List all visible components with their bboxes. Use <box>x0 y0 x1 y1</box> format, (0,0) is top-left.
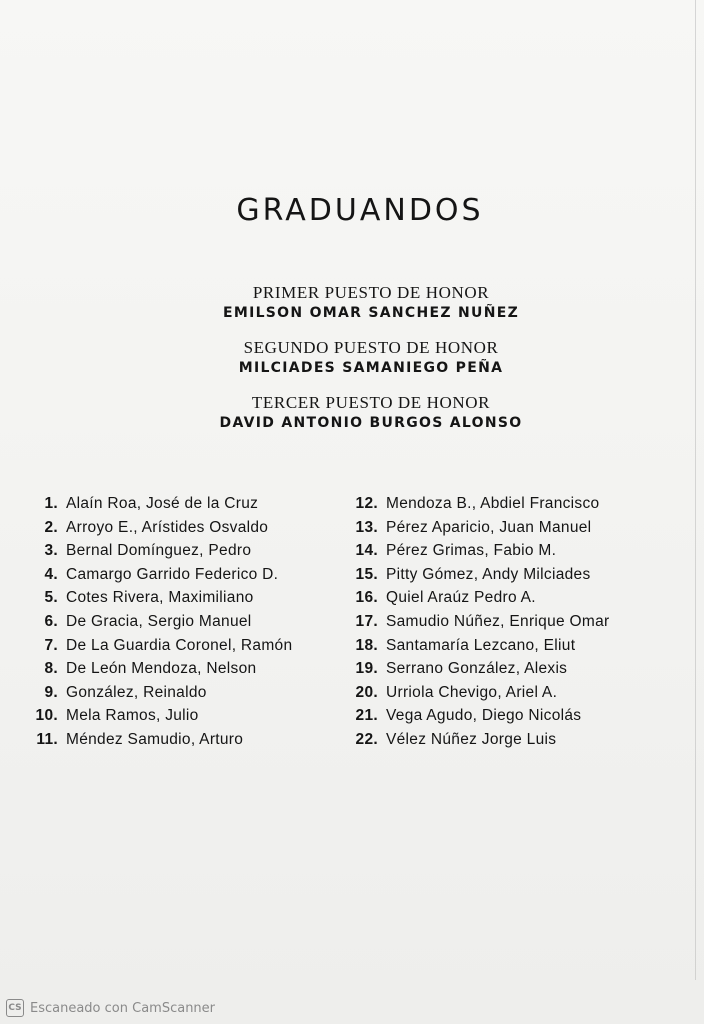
item-number: 20. <box>355 683 378 701</box>
list-item <box>28 516 358 540</box>
list-item <box>346 492 696 516</box>
graduate-name: Bernal Domínguez, Pedro <box>66 542 252 560</box>
item-number: 1. <box>44 495 58 512</box>
honors-section <box>0 282 704 447</box>
graduate-name: Alaín Roa, José de la Cruz <box>66 495 259 512</box>
item-number: 22. <box>355 730 378 748</box>
watermark-text: Escaneado con CamScanner <box>30 1000 216 1016</box>
item-number: 13. <box>355 518 378 536</box>
item-number: 19. <box>355 660 378 678</box>
honor-title: SEGUNDO PUESTO DE HONOR <box>243 338 499 357</box>
list-item <box>28 610 358 634</box>
list-item <box>28 634 358 658</box>
item-number: 3. <box>44 542 58 560</box>
list-item <box>28 539 358 563</box>
list-item <box>346 704 696 728</box>
scanner-watermark <box>6 999 215 1017</box>
list-item <box>28 586 358 610</box>
honor-name: EMILSON OMAR SANCHEZ NUÑEZ <box>222 305 520 321</box>
item-number: 16. <box>355 589 378 607</box>
graduate-name: Mela Ramos, Julio <box>66 707 199 725</box>
item-number: 14. <box>355 542 378 560</box>
item-number: 12. <box>355 495 378 512</box>
graduate-name: Serrano González, Alexis <box>386 660 568 678</box>
graduate-name: De Gracia, Sergio Manuel <box>66 612 252 630</box>
list-item <box>28 681 358 705</box>
graduate-name: Méndez Samudio, Arturo <box>66 730 244 748</box>
honor-third <box>38 392 704 433</box>
graduates-list-left <box>28 492 358 752</box>
list-item <box>346 634 696 658</box>
list-item <box>346 563 696 587</box>
graduate-name: De La Guardia Coronel, Ramón <box>66 636 293 654</box>
list-item <box>346 539 696 563</box>
camscanner-logo-icon: CS <box>6 999 24 1017</box>
item-number: 10. <box>35 707 58 725</box>
item-number: 21. <box>355 707 378 725</box>
item-number: 8. <box>44 660 58 678</box>
graduate-name: De León Mendoza, Nelson <box>66 660 257 678</box>
item-number: 7. <box>44 636 58 654</box>
graduate-name: Pérez Aparicio, Juan Manuel <box>386 518 592 536</box>
item-number: 17. <box>355 612 378 630</box>
item-number: 11. <box>36 730 58 748</box>
list-item <box>346 681 696 705</box>
graduate-name: Vega Agudo, Diego Nicolás <box>386 707 582 725</box>
list-item <box>28 728 358 752</box>
item-number: 9. <box>44 683 58 701</box>
list-item <box>28 704 358 728</box>
page-title: GRADUANDOS <box>236 193 484 228</box>
honor-name: DAVID ANTONIO BURGOS ALONSO <box>219 415 523 431</box>
graduate-name: Samudio Núñez, Enrique Omar <box>386 612 610 630</box>
list-item <box>346 610 696 634</box>
graduates-list-right <box>346 492 696 752</box>
graduate-name: González, Reinaldo <box>66 683 207 701</box>
graduate-name: Pérez Grimas, Fabio M. <box>386 542 557 560</box>
page-edge-divider <box>695 0 696 980</box>
graduate-name: Vélez Núñez Jorge Luis <box>386 730 557 748</box>
item-number: 5. <box>44 589 58 607</box>
graduate-name: Pitty Gómez, Andy Milciades <box>386 565 591 583</box>
list-item <box>28 563 358 587</box>
graduate-name: Urriola Chevigo, Ariel A. <box>386 683 558 701</box>
graduate-name: Arroyo E., Arístides Osvaldo <box>66 518 269 536</box>
list-item <box>28 492 358 516</box>
honor-second <box>38 337 704 378</box>
item-number: 4. <box>44 565 58 583</box>
honor-title: TERCER PUESTO DE HONOR <box>251 393 491 412</box>
graduate-name: Cotes Rivera, Maximiliano <box>66 589 254 607</box>
item-number: 2. <box>44 518 58 536</box>
list-item <box>346 728 696 752</box>
graduate-name: Quiel Araúz Pedro A. <box>386 589 536 607</box>
graduate-name: Santamaría Lezcano, Eliut <box>386 636 576 654</box>
honor-first <box>38 282 704 323</box>
item-number: 15. <box>355 565 378 583</box>
graduate-name: Mendoza B., Abdiel Francisco <box>386 495 600 512</box>
honor-title: PRIMER PUESTO DE HONOR <box>252 283 490 302</box>
item-number: 6. <box>44 612 58 630</box>
graduate-name: Camargo Garrido Federico D. <box>66 565 279 583</box>
list-item <box>346 516 696 540</box>
list-item <box>346 586 696 610</box>
honor-name: MILCIADES SAMANIEGO PEÑA <box>238 360 504 376</box>
item-number: 18. <box>355 636 378 654</box>
list-item <box>28 657 358 681</box>
list-item <box>346 657 696 681</box>
